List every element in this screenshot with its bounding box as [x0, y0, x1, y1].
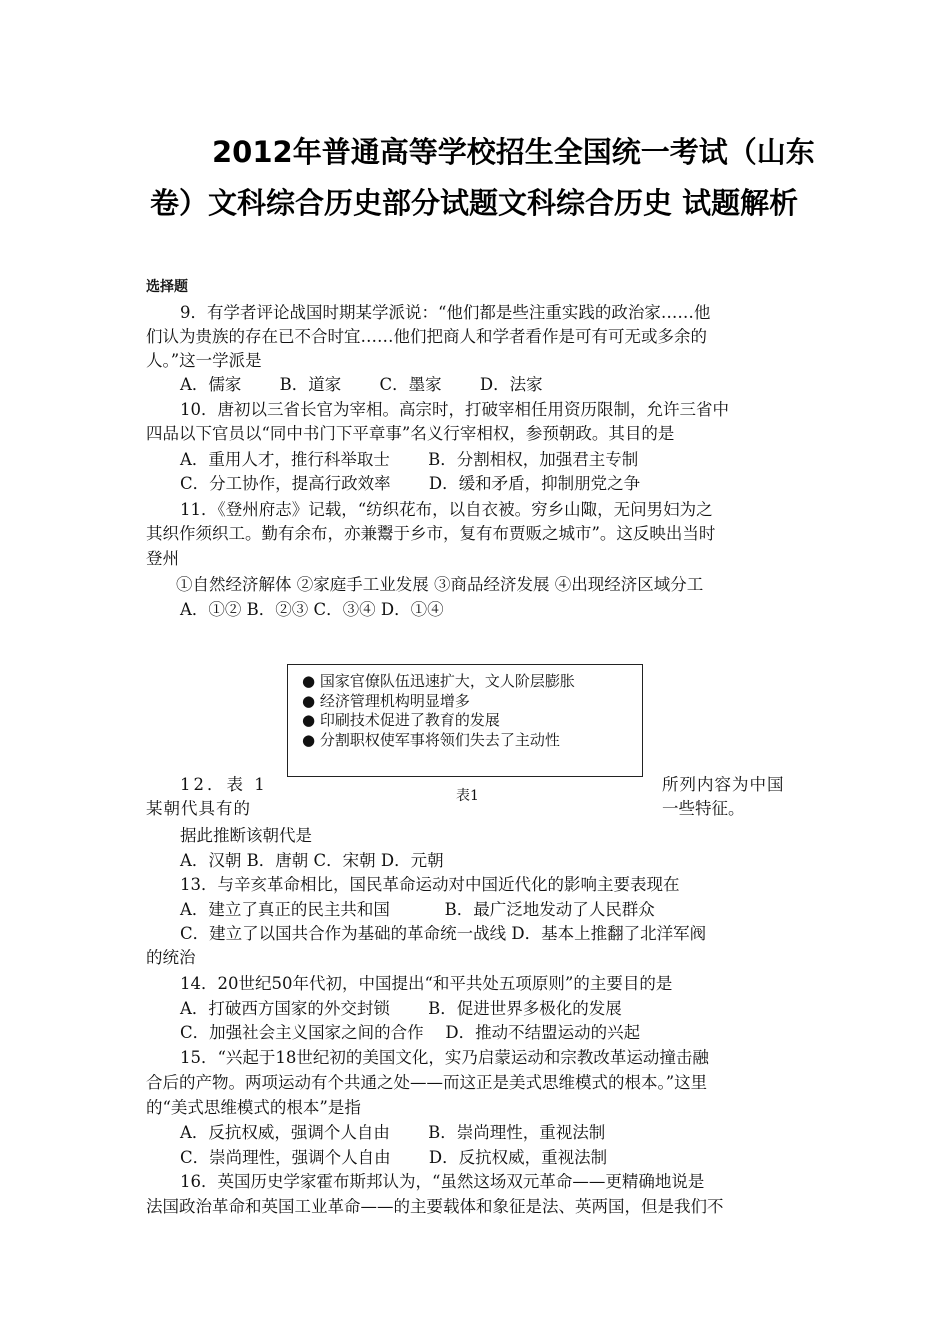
answer-options: C．建立了以国共合作为基础的革命统一战线 D．基本上推翻了北洋军阀	[180, 924, 707, 943]
table-item: ● 印刷技术促进了教育的发展	[302, 711, 500, 729]
text-line: 所列内容为中国	[662, 775, 785, 794]
table-1-box	[287, 664, 643, 777]
answer-options: A．儒家 B．道家 C．墨家 D．法家	[180, 375, 543, 394]
text-line: 法国政治革命和英国工业革命——的主要载体和象征是法、英两国，但是我们不	[146, 1197, 724, 1216]
answer-options: A．反抗权威，强调个人自由 B．崇尚理性，重视法制	[180, 1123, 606, 1142]
text-line: 据此推断该朝代是	[180, 826, 312, 845]
text-line: 13．与辛亥革命相比，国民革命运动对中国近代化的影响主要表现在	[180, 875, 680, 894]
text-line: 合后的产物。两项运动有个共通之处——而这正是美式思维模式的根本。”这里	[146, 1073, 708, 1092]
answer-options: A．①② B．②③ C．③④ D．①④	[180, 600, 444, 619]
text-line: 15．“兴起于18世纪初的美国文化，实乃启蒙运动和宗教改革运动撞击融	[180, 1048, 709, 1067]
document-title-line-1: 2012年普通高等学校招生全国统一考试（山东	[212, 135, 815, 169]
statement-options: ①自然经济解体 ②家庭手工业发展 ③商品经济发展 ④出现经济区域分工	[176, 575, 704, 594]
text-line: 的“美式思维模式的根本”是指	[146, 1098, 361, 1117]
section-heading: 选择题	[146, 279, 188, 295]
answer-options: A．打破西方国家的外交封锁 B．促进世界多极化的发展	[180, 999, 622, 1018]
text-line: 四品以下官员以“同中书门下平章事”名义行宰相权，参预朝政。其目的是	[146, 424, 675, 443]
answer-options: A．汉朝 B．唐朝 C．宋朝 D．元朝	[180, 851, 444, 870]
answer-options: C．加强社会主义国家之间的合作 D．推动不结盟运动的兴起	[180, 1023, 641, 1042]
text-line: 14．20世纪50年代初，中国提出“和平共处五项原则”的主要目的是	[180, 974, 673, 993]
answer-options: A．重用人才，推行科举取士 B．分割相权，加强君主专制	[180, 450, 639, 469]
text-line: 11．《登州府志》记载，“纺织花布，以自衣被。穷乡山陬，无问男妇为之	[180, 500, 713, 519]
text-line: 某朝代具有的	[146, 799, 251, 818]
answer-options: C．崇尚理性，强调个人自由 D．反抗权威，重视法制	[180, 1148, 608, 1167]
table-item: ● 分割职权使军事将领们失去了主动性	[302, 730, 560, 749]
text-line: 人。”这一学派是	[146, 351, 262, 370]
text-line: 10．唐初以三省长官为宰相。高宗时，打破宰相任用资历限制，允许三省中	[180, 400, 729, 419]
table-caption: 表1	[456, 788, 479, 804]
text-line: 登州	[146, 549, 179, 568]
answer-options: A．建立了真正的民主共和国 B．最广泛地发动了人民群众	[180, 900, 655, 919]
text-line: 其织作须织工。勤有余布，亦兼鬻于乡市，复有布贾贩之城市”。这反映出当时	[146, 524, 716, 543]
text-line: 12．表 1	[180, 775, 268, 794]
table-item: ● 国家官僚队伍迅速扩大，文人阶层膨胀	[302, 672, 575, 690]
text-line: 的统治	[146, 948, 196, 967]
text-line: 一些特征。	[662, 799, 745, 818]
table-item: ● 经济管理机构明显增多	[302, 691, 470, 710]
answer-options: C．分工协作，提高行政效率 D．缓和矛盾，抑制朋党之争	[180, 474, 641, 493]
text-line: 16．英国历史学家霍布斯邦认为，“虽然这场双元革命——更精确地说是	[180, 1172, 705, 1191]
document-title-line-2: 卷）文科综合历史部分试题文科综合历史 试题解析	[150, 186, 799, 220]
text-line: 9．有学者评论战国时期某学派说：“他们都是些注重实践的政治家……他	[180, 303, 711, 322]
text-line: 们认为贵族的存在已不合时宜……他们把商人和学者看作是可有可无或多余的	[146, 327, 707, 346]
